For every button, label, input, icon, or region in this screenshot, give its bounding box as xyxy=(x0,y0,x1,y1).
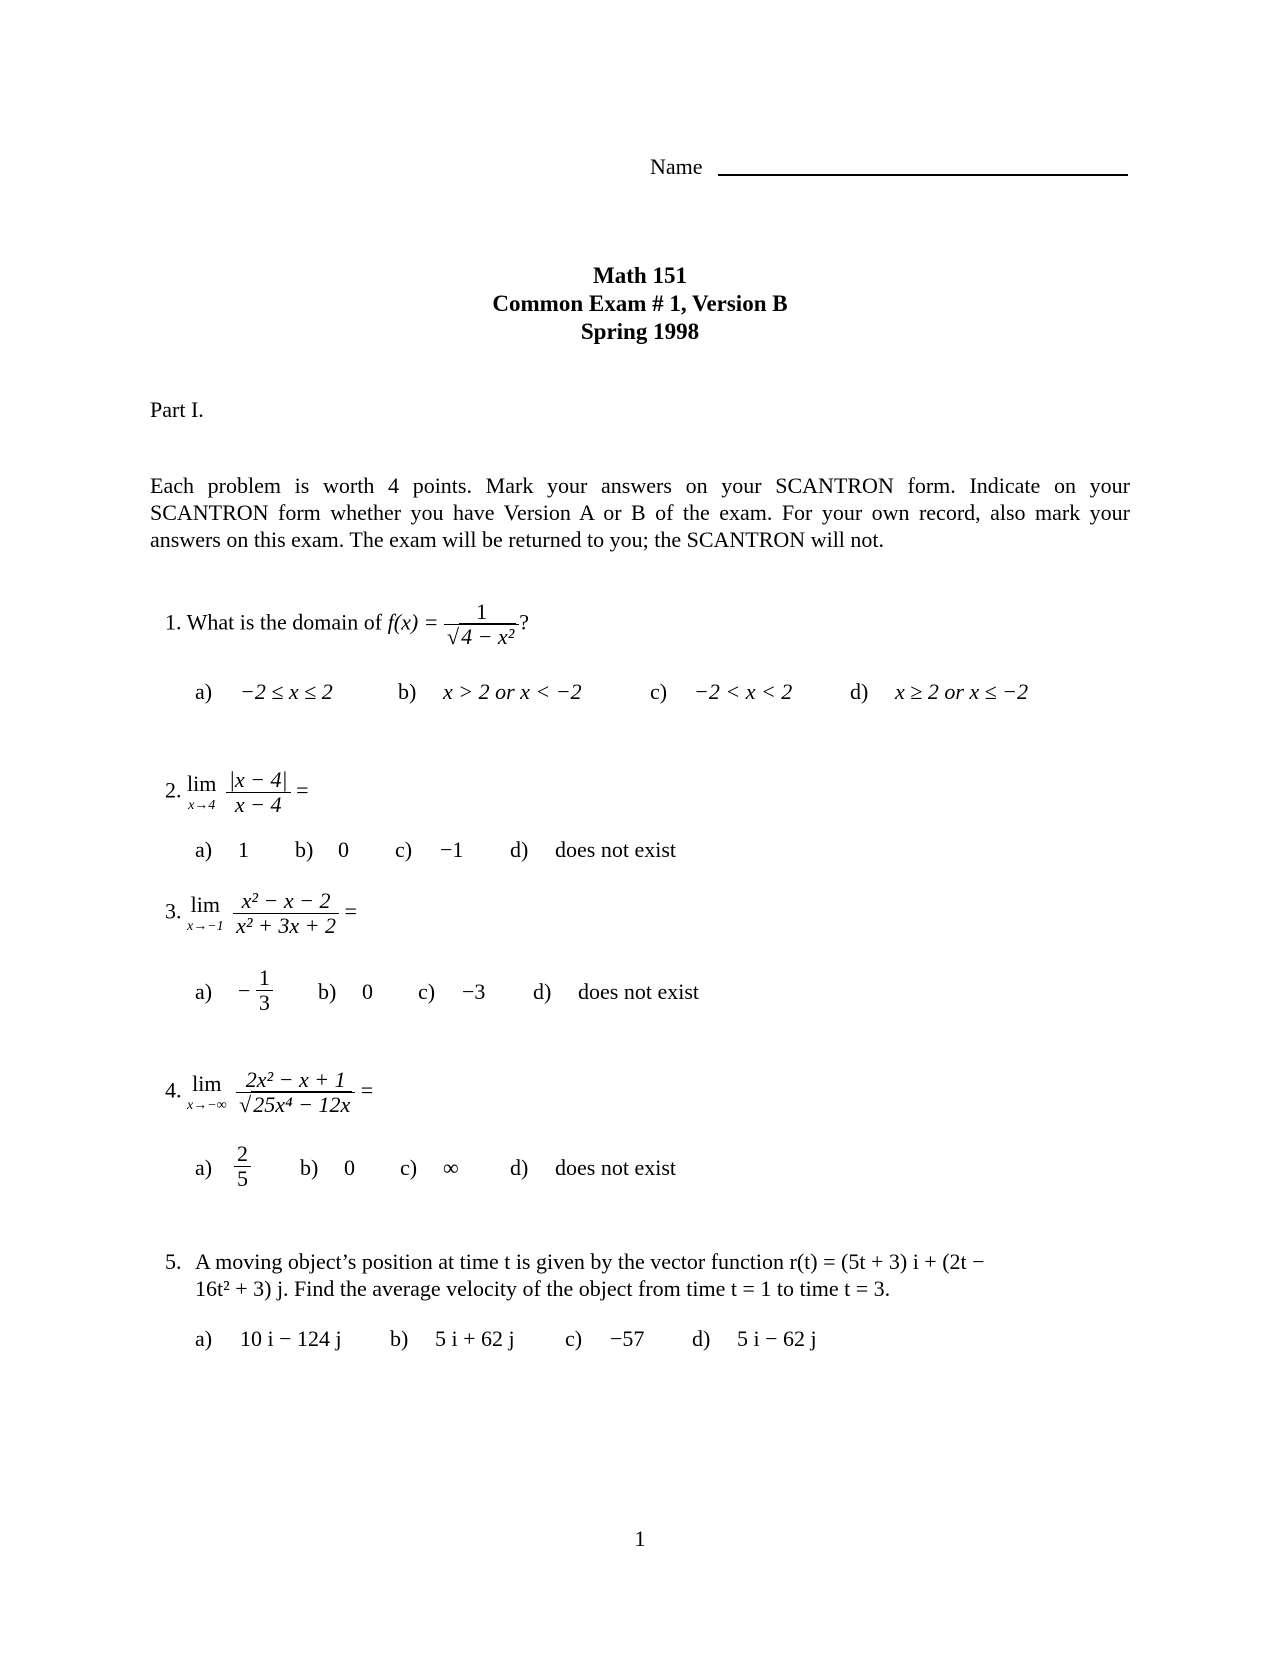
part-label: Part I. xyxy=(150,397,204,422)
sqrt-icon: √ xyxy=(239,1092,252,1118)
option-letter[interactable]: c) xyxy=(418,979,436,1004)
option-letter[interactable]: b) xyxy=(295,837,314,862)
question-mark: ? xyxy=(519,609,530,635)
question-prompt: What is the domain of xyxy=(186,609,383,635)
option-text[interactable]: does not exist xyxy=(555,1155,676,1180)
question-1 xyxy=(165,600,529,649)
exam-title xyxy=(0,262,1280,346)
limit-subscript: x→4 xyxy=(188,797,216,813)
question-5-line-1: A moving object’s position at time t is given by the vector function r(t) = (5t + 3) i + (2t − xyxy=(195,1249,985,1274)
question-3 xyxy=(165,889,357,938)
fraction xyxy=(234,1142,251,1191)
option-text[interactable]: 1 xyxy=(238,837,249,862)
fraction-numerator: 1 xyxy=(444,600,519,625)
option-letter[interactable]: d) xyxy=(533,979,552,1004)
option-text[interactable]: 0 xyxy=(338,837,349,862)
option-text[interactable]: −57 xyxy=(610,1326,645,1351)
option-text[interactable] xyxy=(234,1142,251,1191)
option-letter[interactable]: a) xyxy=(195,837,213,862)
option-letter[interactable]: b) xyxy=(318,979,337,1004)
fraction-denominator: 5 xyxy=(237,1166,248,1192)
option-letter[interactable]: d) xyxy=(850,679,869,704)
name-label: Name xyxy=(650,154,703,179)
radicand: 25x⁴ − 12x xyxy=(253,1092,351,1118)
instructions-paragraph: Each problem is worth 4 points. Mark your answers on your SCANTRON form. Indicate on your SCANTRON form whether you have Version A or B of the exam. For your own record, also mark your answers on this exam. The exam will be returned to you; the SCANTRON will not. xyxy=(150,473,1130,552)
option-text[interactable]: 0 xyxy=(344,1155,355,1180)
question-5-line-2: 16t² + 3) j. Find the average velocity of the object from time t = 1 to time t = 3. xyxy=(195,1276,891,1301)
function-expression: f(x) = xyxy=(387,609,439,635)
question-5-options xyxy=(0,1325,1280,1355)
fraction xyxy=(444,600,519,649)
fraction-denominator xyxy=(236,1093,355,1117)
fraction-numerator: 2 xyxy=(234,1142,251,1167)
equals-sign: = xyxy=(344,898,357,924)
equals-sign: = xyxy=(296,777,309,803)
question-number: 4. xyxy=(165,1077,182,1103)
question-number: 1. xyxy=(165,609,182,635)
page-number: 1 xyxy=(634,1526,646,1551)
limit-subscript: x→−∞ xyxy=(187,1097,227,1113)
option-text[interactable]: −1 xyxy=(440,837,464,862)
fraction-denominator: x − 4 xyxy=(234,792,282,818)
exam-term: Spring 1998 xyxy=(580,319,700,344)
equals-sign: = xyxy=(360,1077,374,1103)
limit-label: lim xyxy=(190,891,220,917)
fraction xyxy=(226,768,291,817)
option-text[interactable]: x > 2 or x < −2 xyxy=(443,679,582,704)
option-letter[interactable]: c) xyxy=(395,837,413,862)
option-letter[interactable]: c) xyxy=(400,1155,418,1180)
option-text[interactable]: 5 i − 62 j xyxy=(737,1326,817,1351)
limit-subscript: x→−1 xyxy=(187,918,224,934)
option-letter[interactable]: a) xyxy=(195,979,213,1004)
question-number: 3. xyxy=(165,898,182,924)
fraction-denominator xyxy=(444,625,519,649)
option-text[interactable]: 0 xyxy=(362,979,373,1004)
option-letter[interactable]: d) xyxy=(692,1326,711,1351)
fraction xyxy=(256,966,273,1015)
question-3-options xyxy=(0,966,1280,1016)
option-text[interactable] xyxy=(238,966,273,1015)
option-letter[interactable]: a) xyxy=(195,1326,213,1351)
option-letter[interactable]: a) xyxy=(195,679,213,704)
course-title: Math 151 xyxy=(593,263,687,288)
question-2 xyxy=(165,768,308,817)
option-letter[interactable]: c) xyxy=(650,679,668,704)
option-text[interactable]: does not exist xyxy=(555,837,676,862)
option-text[interactable]: 10 i − 124 j xyxy=(240,1326,342,1351)
option-text[interactable]: ∞ xyxy=(443,1155,459,1180)
limit-label: lim xyxy=(187,770,217,796)
limit-operator xyxy=(187,891,224,934)
question-5-number: 5. xyxy=(165,1249,182,1274)
fraction-numerator: |x − 4| xyxy=(226,768,291,793)
question-number: 2. xyxy=(165,777,182,803)
option-letter[interactable]: c) xyxy=(565,1326,583,1351)
fraction-denominator: x² + 3x + 2 xyxy=(236,913,336,939)
limit-label: lim xyxy=(192,1070,222,1096)
option-letter[interactable]: a) xyxy=(195,1155,213,1180)
fraction-numerator: 2x² − x + 1 xyxy=(236,1068,355,1093)
fraction xyxy=(233,889,339,938)
option-letter[interactable]: d) xyxy=(510,1155,529,1180)
limit-operator xyxy=(187,1070,227,1113)
option-letter[interactable]: b) xyxy=(398,679,417,704)
fraction-denominator: 3 xyxy=(258,990,270,1016)
fraction xyxy=(236,1068,355,1117)
option-text[interactable]: −2 ≤ x ≤ 2 xyxy=(240,679,333,704)
option-letter[interactable]: b) xyxy=(390,1326,409,1351)
option-text[interactable]: 5 i + 62 j xyxy=(435,1326,515,1351)
option-text[interactable]: x ≥ 2 or x ≤ −2 xyxy=(895,679,1029,704)
radicand: 4 − x² xyxy=(461,624,515,650)
exam-version: Common Exam # 1, Version B xyxy=(492,291,788,316)
question-4-options xyxy=(0,1142,1280,1192)
option-text[interactable]: does not exist xyxy=(578,979,699,1004)
name-field-line[interactable] xyxy=(718,174,1128,176)
minus-sign: − xyxy=(238,977,251,1003)
question-1-options xyxy=(0,678,1280,708)
question-2-options xyxy=(0,836,1280,866)
limit-operator xyxy=(187,770,217,813)
option-text[interactable]: −3 xyxy=(462,979,486,1004)
option-letter[interactable]: d) xyxy=(510,837,529,862)
sqrt-icon: √ xyxy=(447,624,460,650)
option-text[interactable]: −2 < x < 2 xyxy=(694,679,793,704)
fraction-numerator: x² − x − 2 xyxy=(233,889,339,914)
fraction-numerator: 1 xyxy=(256,966,273,991)
question-4 xyxy=(165,1068,373,1117)
option-letter[interactable]: b) xyxy=(300,1155,319,1180)
